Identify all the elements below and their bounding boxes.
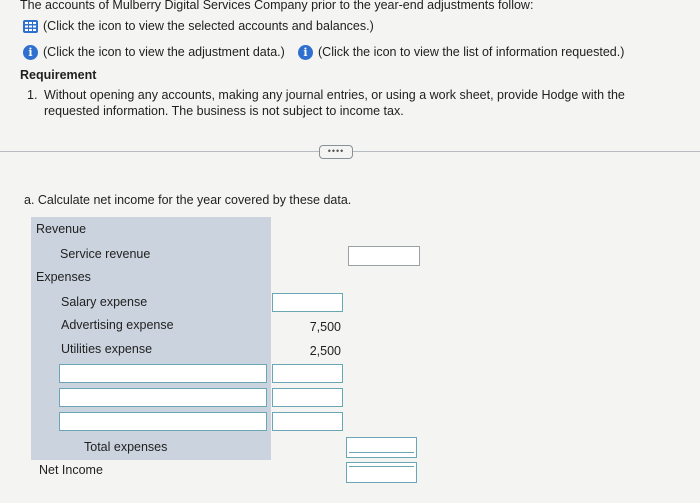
expense-amount-input[interactable] <box>272 364 343 383</box>
requirement-line-1: Without opening any accounts, making any journal entries, or using a work sheet, provide Hodge with the <box>44 88 625 102</box>
info-icon[interactable]: i <box>23 45 38 60</box>
expense-account-input[interactable] <box>59 412 267 431</box>
advertising-expense-label: Advertising expense <box>61 318 174 332</box>
service-revenue-input[interactable] <box>348 246 420 266</box>
salary-expense-label: Salary expense <box>61 295 148 309</box>
information-link[interactable]: (Click the icon to view the list of information requested.) <box>318 45 625 59</box>
expense-account-input[interactable] <box>59 364 267 383</box>
total-expenses-label: Total expenses <box>84 440 168 454</box>
table-grid-icon[interactable] <box>23 20 38 33</box>
requirement-line-2: requested information. The business is not subject to income tax. <box>44 104 404 118</box>
expenses-label: Expenses <box>36 270 91 284</box>
expense-amount-input[interactable] <box>272 412 343 431</box>
salary-expense-input[interactable] <box>272 293 343 312</box>
more-button[interactable]: •••• <box>319 145 353 159</box>
expense-account-input[interactable] <box>59 388 267 407</box>
accounts-link[interactable]: (Click the icon to view the selected accounts and balances.) <box>43 19 374 33</box>
requirement-number: 1. <box>27 88 38 102</box>
revenue-label: Revenue <box>36 222 87 236</box>
adjustment-link[interactable]: (Click the icon to view the adjustment data.) <box>43 45 285 59</box>
advertising-expense-value: 7,500 <box>309 320 341 334</box>
service-revenue-label: Service revenue <box>60 247 151 261</box>
info-icon[interactable]: i <box>298 45 313 60</box>
expense-amount-input[interactable] <box>272 388 343 407</box>
part-a-prompt: a. Calculate net income for the year covered by these data. <box>24 193 352 207</box>
net-income-label: Net Income <box>39 463 103 477</box>
utilities-expense-value: 2,500 <box>309 344 341 358</box>
requirement-title: Requirement <box>20 68 97 82</box>
intro-text: The accounts of Mulberry Digital Services Company prior to the year-end adjustments follow: <box>20 0 534 12</box>
utilities-expense-label: Utilities expense <box>61 342 153 356</box>
net-income-input[interactable] <box>346 462 417 483</box>
total-expenses-input[interactable] <box>346 437 417 458</box>
